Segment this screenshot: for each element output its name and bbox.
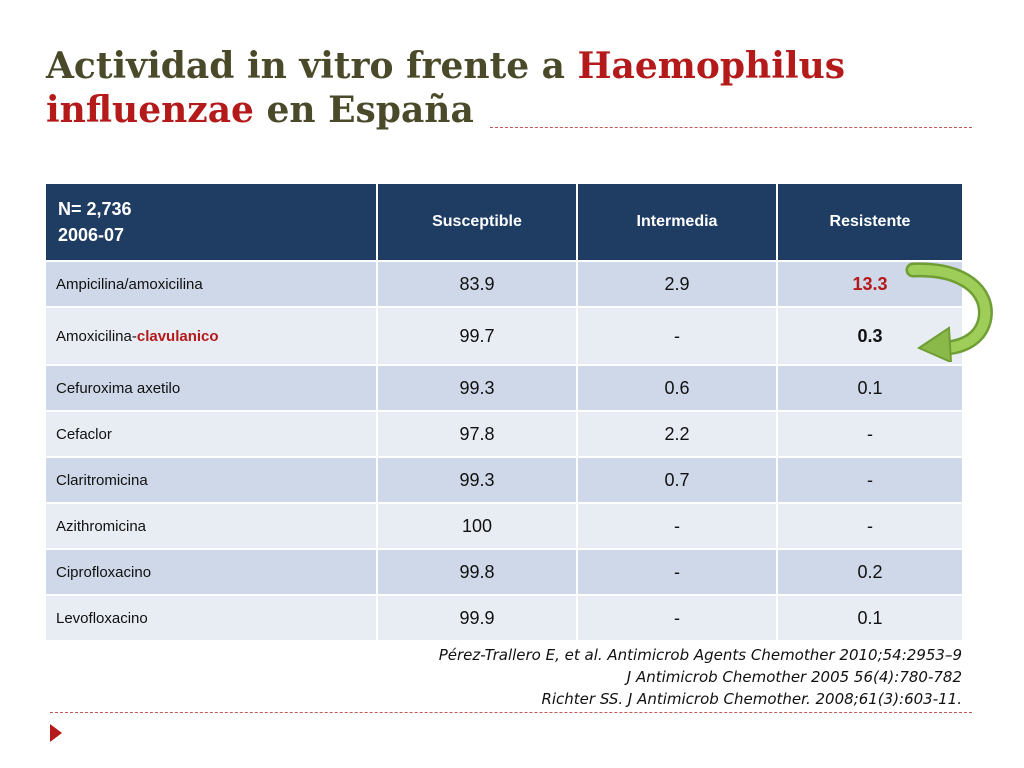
- sample-info-cell: [45, 183, 377, 261]
- table-header-row: [45, 183, 963, 261]
- drug-name: Cefuroxima axetilo: [45, 365, 377, 411]
- table-row: [45, 549, 963, 595]
- column-header-susceptible: Susceptible: [377, 183, 577, 261]
- susceptible-value: 100: [377, 503, 577, 549]
- table-row: [45, 503, 963, 549]
- drug-name: Levofloxacino: [45, 595, 377, 641]
- sample-size: N= 2,736: [58, 199, 132, 219]
- drug-name: Claritromicina: [45, 457, 377, 503]
- curved-arrow-icon: [905, 262, 995, 362]
- column-header-intermedia: Intermedia: [577, 183, 777, 261]
- susceptible-value: 99.8: [377, 549, 577, 595]
- table-row: [45, 411, 963, 457]
- resistente-value: 0.1: [777, 595, 963, 641]
- table-row: [45, 595, 963, 641]
- intermedia-value: -: [577, 503, 777, 549]
- drug-name-highlight: clavulanico: [136, 327, 219, 345]
- resistente-value: 0.3: [777, 307, 963, 365]
- susceptibility-table: [44, 182, 964, 642]
- resistente-value: 13.3: [777, 261, 963, 307]
- intermedia-value: -: [577, 595, 777, 641]
- susceptible-value: 99.7: [377, 307, 577, 365]
- susceptible-value: 99.9: [377, 595, 577, 641]
- susceptible-value: 97.8: [377, 411, 577, 457]
- resistente-value: -: [777, 457, 963, 503]
- resistente-value: 0.1: [777, 365, 963, 411]
- susceptible-value: 99.3: [377, 457, 577, 503]
- intermedia-value: -: [577, 549, 777, 595]
- column-header-resistente: Resistente: [777, 183, 963, 261]
- title-part-1: Actividad in vitro frente a: [46, 45, 578, 87]
- resistente-value: 0.2: [777, 549, 963, 595]
- reference-line: J Antimicrob Chemother 2005 56(4):780-782: [626, 668, 962, 686]
- drug-name: Azithromicina: [45, 503, 377, 549]
- intermedia-value: -: [577, 307, 777, 365]
- title-organism: Haemophilus influenzae: [46, 45, 846, 131]
- susceptible-value: 99.3: [377, 365, 577, 411]
- table-row: [45, 261, 963, 307]
- intermedia-value: 2.9: [577, 261, 777, 307]
- drug-name-prefix: Amoxicilina-: [56, 327, 137, 345]
- bullet-arrow-icon: [50, 724, 62, 742]
- table-row: [45, 457, 963, 503]
- intermedia-value: 0.7: [577, 457, 777, 503]
- title-divider: [490, 127, 972, 128]
- drug-name: [45, 307, 377, 365]
- footer-divider: [50, 712, 972, 713]
- slide-title: [46, 44, 946, 132]
- drug-name: Cefaclor: [45, 411, 377, 457]
- intermedia-value: 0.6: [577, 365, 777, 411]
- drug-name: Ciprofloxacino: [45, 549, 377, 595]
- references: [322, 644, 962, 710]
- resistente-value: -: [777, 503, 963, 549]
- intermedia-value: 2.2: [577, 411, 777, 457]
- drug-name: Ampicilina/amoxicilina: [45, 261, 377, 307]
- table-row: [45, 365, 963, 411]
- resistente-value: -: [777, 411, 963, 457]
- reference-line: Richter SS. J Antimicrob Chemother. 2008;61(3):603-11.: [541, 690, 962, 708]
- sample-period: 2006-07: [58, 225, 125, 245]
- table-row: [45, 307, 963, 365]
- susceptible-value: 83.9: [377, 261, 577, 307]
- reference-line: Pérez-Trallero E, et al. Antimicrob Agents Chemother 2010;54:2953–9: [438, 646, 962, 664]
- title-part-3: en España: [253, 89, 474, 131]
